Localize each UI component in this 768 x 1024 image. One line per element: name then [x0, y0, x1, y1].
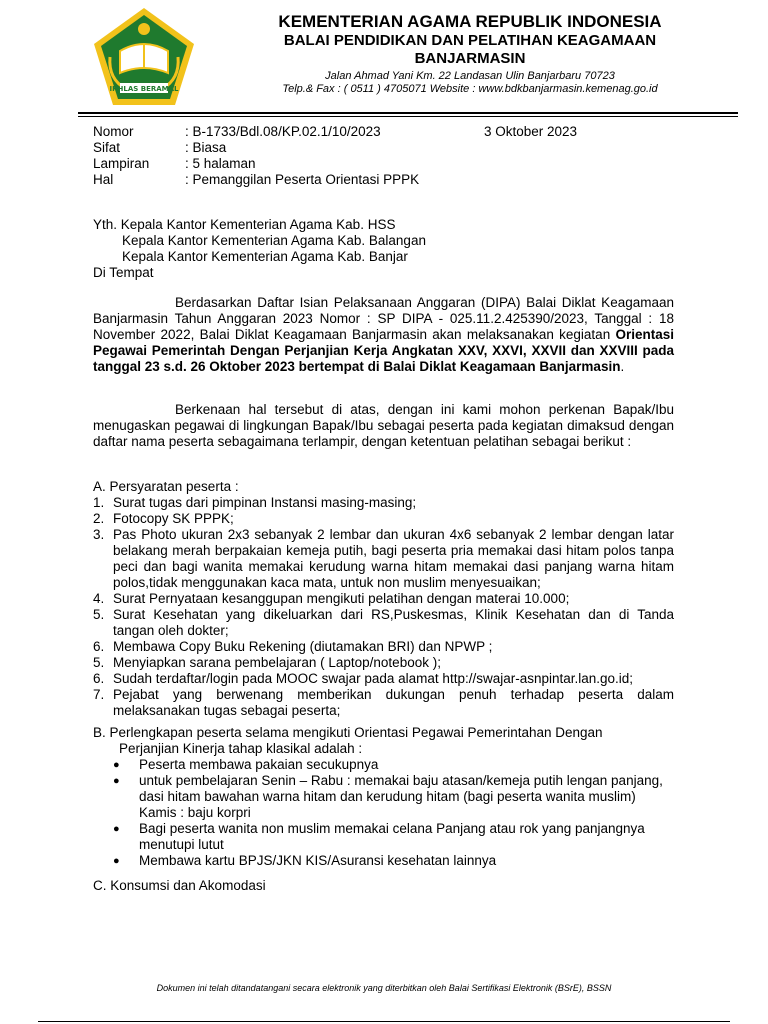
bullet-item: ● Bagi peserta wanita non muslim memakai celana Panjang atau rok yang panjangnya menutupi lutut: [113, 821, 645, 852]
section-title: C. Konsumsi dan Akomodasi: [93, 878, 266, 893]
letterhead-line3: BANJARMASIN: [414, 50, 526, 67]
bullet-item: ● Peserta membawa pakaian secukupnya: [113, 757, 379, 772]
section-title: B. Perlengkapan peserta selama mengikuti Orientasi Pegawai Pemerintahan Dengan: [93, 725, 603, 740]
letterhead-contact: Telp.& Fax : ( 0511 ) 4705071 Website : www.bdkbanjarmasin.kemenag.go.id: [282, 83, 658, 95]
section-equipment: [93, 725, 674, 869]
recipient-line: Kepala Kantor Kementerian Agama Kab. Balangan: [122, 233, 426, 248]
list-item: 2. Fotocopy SK PPPK;: [93, 511, 234, 526]
bullet-item: ● untuk pembelajaran Senin – Rabu : memakai baju atasan/kemeja putih lengan panjang, dasi hitam bawahan warna hitam dan kerudung hitam (bagi peserta wanita muslim) Kamis : baju korpri: [113, 773, 663, 820]
letterhead-address: Jalan Ahmad Yani Km. 22 Landasan Ulin Banjarbaru 70723: [325, 70, 615, 82]
list-item: 6. Membawa Copy Buku Rekening (diutamakan BRI) dan NPWP ;: [93, 639, 493, 654]
letterhead-line1: KEMENTERIAN AGAMA REPUBLIK INDONESIA: [278, 12, 662, 31]
recipient-line: Kepala Kantor Kementerian Agama Kab. Banjar: [122, 249, 408, 264]
bullet-icon: ●: [113, 855, 120, 867]
meta-row: Nomor : B-1733/Bdl.08/KP.02.1/10/2023: [93, 124, 381, 139]
bullet-icon: ●: [113, 823, 120, 835]
ministry-emblem-icon: [90, 7, 198, 109]
letterhead: [210, 12, 730, 96]
section-requirements: [93, 479, 674, 719]
list-item: 7. Pejabat yang berwenang memberikan dukungan penuh terhadap peserta dalam melaksanakan tugas sebagai peserta;: [93, 687, 674, 718]
meta-row: Lampiran : 5 halaman: [93, 156, 256, 171]
list-item: 1. Surat tugas dari pimpinan Instansi masing-masing;: [93, 495, 417, 510]
logo-text: IKHLAS BERAMAL: [109, 85, 179, 93]
letterhead-line2: BALAI PENDIDIKAN DAN PELATIHAN KEAGAMAAN: [283, 32, 657, 49]
recipients: [93, 217, 426, 281]
meta-row: Hal : Pemanggilan Peserta Orientasi PPPK: [93, 172, 420, 187]
section-title: A. Persyaratan peserta :: [93, 479, 239, 494]
list-item: 4. Surat Pernyataan kesanggupan mengikuti pelatihan dengan materai 10.000;: [93, 591, 570, 606]
list-item: 3. Pas Photo ukuran 2x3 sebanyak 2 lembar dan ukuran 4x6 sebanyak 2 lembar dengan latar belakang merah berpakaian kemeja putih, bagi peserta pria memakai dasi hitam polos tanpa peci dan bagi wanita memakai kerudung warna hitam memakai dasi panjang warna hitam polos,tidak menggunakan kaca mata, untuk non muslim menyesuaikan;: [93, 527, 674, 590]
header-divider: [78, 112, 738, 114]
meta-row: Sifat : Biasa: [93, 140, 227, 155]
bullet-icon: ●: [113, 759, 120, 771]
bullet-item: ● Membawa kartu BPJS/JKN KIS/Asuransi kesehatan lainnya: [113, 853, 497, 868]
recipient-prefix: Yth.: [93, 217, 118, 232]
e-signature-note: Dokumen ini telah ditandatangani secara elektronik yang diterbitkan oleh Balai Sertifikasi Elektronik (BSrE), BSSN: [156, 983, 612, 993]
header-divider-thin: [78, 116, 738, 117]
paragraph-request: Berkenaan hal tersebut di atas, dengan ini kami mohon perkenan Bapak/Ibu menugaskan pegawai di lingkungan Bapak/Ibu sebagai peserta pada kegiatan dimaksud dengan daftar nama peserta sebagaimana terlampir, dengan ketentuan pelatihan sebagai berikut :: [93, 402, 674, 449]
list-item: 5. Surat Kesehatan yang dikeluarkan dari RS,Puskesmas, Klinik Kesehatan dan di Tanda tangan oleh dokter;: [93, 607, 674, 638]
letter-meta: [93, 124, 419, 188]
bullet-icon: ●: [113, 775, 120, 787]
list-item: 6. Sudah terdaftar/login pada MOOC swajar pada alamat http://swajar-asnpintar.lan.go.id;: [93, 671, 634, 686]
paragraph-emphasis: Orientasi Pegawai Pemerintah Dengan Perjanjian Kerja Angkatan XXV, XXVI, XXVII dan XXVIII pada tanggal 23 s.d. 26 Oktober 2023 bertempat di Balai Diklat Keagamaan Banjarmasin: [93, 327, 674, 374]
footer-divider: [38, 1021, 730, 1022]
section-title-cont: Perjanjian Kinerja tahap klasikal adalah :: [119, 741, 363, 756]
recipient-line: Kepala Kantor Kementerian Agama Kab. HSS: [120, 217, 396, 232]
letter-date: 3 Oktober 2023: [484, 124, 578, 139]
recipient-place: Di Tempat: [93, 265, 154, 280]
list-item: 5. Menyiapkan sarana pembelajaran ( Laptop/notebook );: [93, 655, 441, 670]
paragraph-dipa: Berdasarkan Daftar Isian Pelaksanaan Anggaran (DIPA) Balai Diklat Keagamaan Banjarmasin Tahun Anggaran 2023 Nomor : SP DIPA - 025.11.2.425390/2023, Tanggal : 18 November 2022, Balai Diklat Keagamaan Banjarmasin akan melaksanakan kegiatan Orientasi Pegawai Pemerintah Dengan Perjanjian Kerja Angkatan XXV, XXVI, XXVII dan XXVIII pada tanggal 23 s.d. 26 Oktober 2023 bertempat di Balai Diklat Keagamaan Banjarmasin.: [93, 295, 674, 374]
section-consumption: [93, 878, 674, 894]
